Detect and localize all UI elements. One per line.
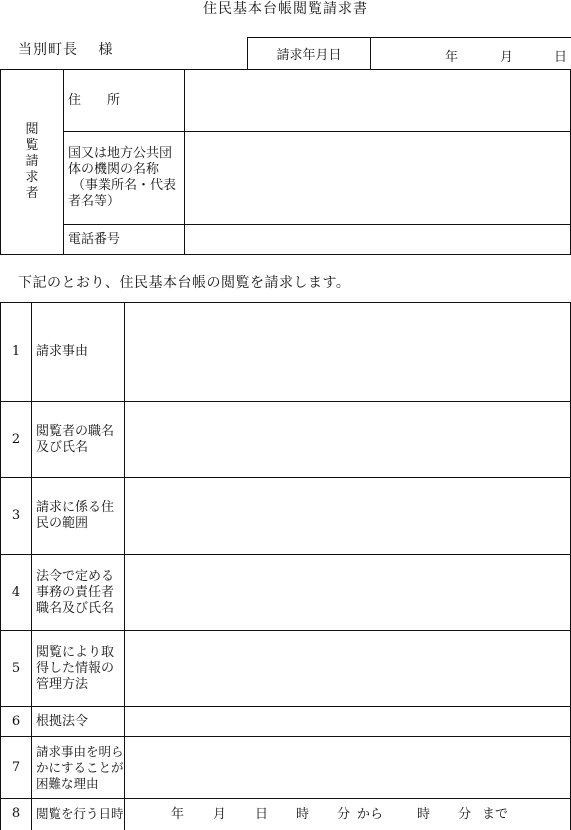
item-label-management: 閲覧により取 得した情報の 管理方法 (32, 631, 125, 707)
item-label-schedule: 閲覧を行う日時 (32, 799, 125, 830)
request-date-month-unit: 月 (500, 50, 514, 65)
schedule-minute-unit: 分 (337, 807, 351, 823)
schedule-until-text: まで (482, 807, 509, 823)
requester-section-label: 閲 覧 請 求 者 (1, 70, 64, 255)
item-number: 6 (1, 707, 32, 737)
item-number: 3 (1, 478, 32, 555)
phone-field[interactable] (185, 225, 571, 255)
item-label-responsible: 法令で定める 事務の責任者 職名及び氏名 (32, 555, 125, 631)
item-number: 5 (1, 631, 32, 707)
schedule-month-unit: 月 (213, 807, 227, 823)
addressee: 当別町長 様 (18, 42, 114, 58)
item-field-reason[interactable] (125, 303, 571, 402)
item-number: 4 (1, 555, 32, 631)
request-statement: 下記のとおり、住民基本台帳の閲覧を請求します。 (18, 275, 351, 291)
item-label-law: 根拠法令 (32, 707, 125, 737)
schedule-year-unit: 年 (171, 807, 185, 823)
item-number: 1 (1, 303, 32, 402)
item-number: 8 (1, 799, 32, 830)
address-label: 住 所 (64, 70, 185, 132)
item-label-difficulty: 請求事由を明ら かにすることが 困難な理由 (32, 737, 125, 799)
item-label-reason: 請求事由 (32, 303, 125, 402)
address-field[interactable] (185, 70, 571, 132)
item-field-responsible[interactable] (125, 555, 571, 631)
schedule-hour2-unit: 時 (417, 807, 431, 823)
item-field-viewer[interactable] (125, 402, 571, 478)
schedule-day-unit: 日 (255, 807, 269, 823)
schedule-from-text: から (357, 807, 384, 823)
item-field-law[interactable] (125, 707, 571, 737)
item-field-management[interactable] (125, 631, 571, 707)
item-number: 2 (1, 402, 32, 478)
item-field-difficulty[interactable] (125, 737, 571, 799)
request-date-year-unit: 年 (445, 50, 459, 65)
item-label-scope: 請求に係る住 民の範囲 (32, 478, 125, 555)
request-date-label: 請求年月日 (248, 38, 371, 69)
org-name-label: 国又は地方公共団 体の機関の名称 （事業所名・代表 者名等） (64, 132, 185, 225)
org-name-field[interactable] (185, 132, 571, 225)
form-title: 住民基本台帳閲覧請求書 (203, 1, 368, 17)
item-label-viewer: 閲覧者の職名 及び氏名 (32, 402, 125, 478)
request-date-box (247, 37, 571, 69)
request-date-day-unit: 日 (554, 50, 568, 65)
phone-label: 電話番号 (64, 225, 185, 255)
request-items-table (0, 302, 571, 830)
item-number: 7 (1, 737, 32, 799)
item-field-scope[interactable] (125, 478, 571, 555)
item-field-schedule[interactable] (125, 799, 571, 830)
schedule-minute2-unit: 分 (458, 807, 472, 823)
schedule-hour-unit: 時 (296, 807, 310, 823)
requester-table (0, 69, 571, 255)
